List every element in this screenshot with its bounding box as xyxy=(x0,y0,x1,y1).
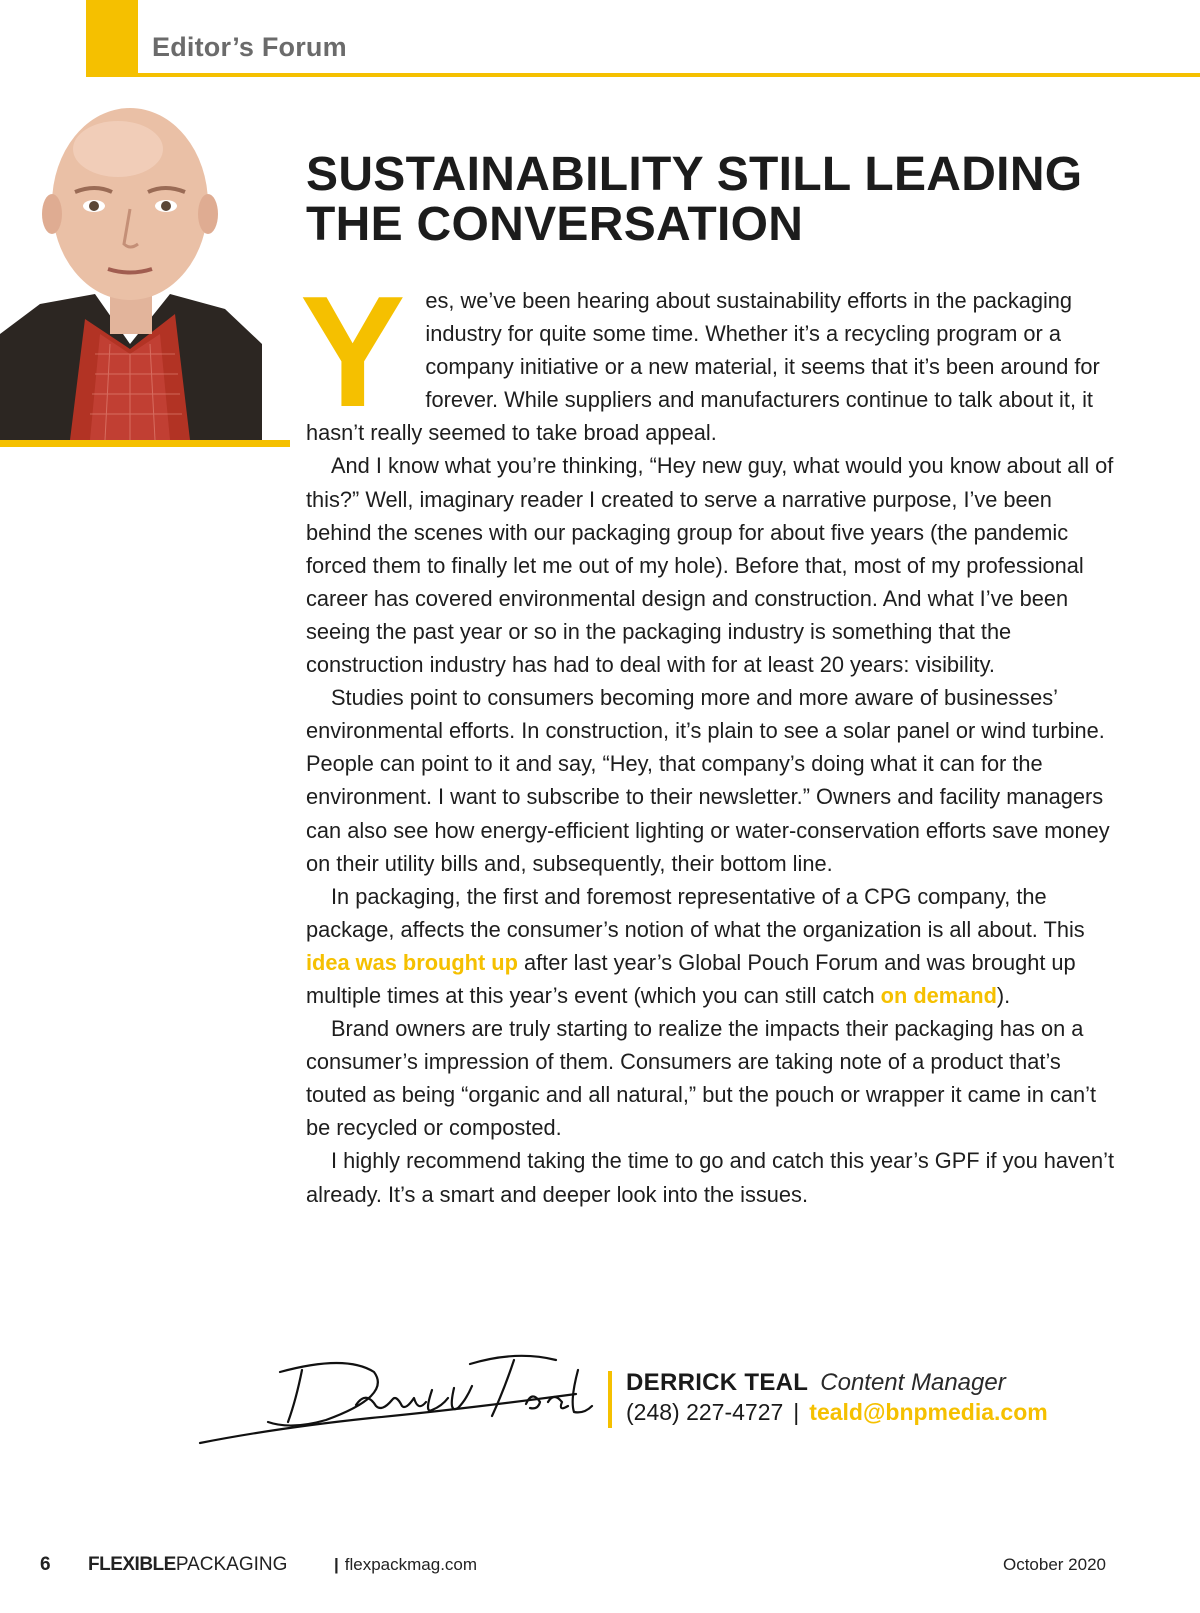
paragraph-text: es, we’ve been hearing about sustainability efforts in the packaging industry for quite some time. Whether it’s a recycling program or a company initiative or a new material, it seems that it’s been around for forever. While suppliers and manufacturers continue to talk about it, it hasn’t really seemed to take broad appeal. xyxy=(306,288,1100,446)
author-email-link[interactable]: teald@bnpmedia.com xyxy=(809,1399,1048,1425)
article-headline xyxy=(306,150,1166,250)
handwritten-signature xyxy=(196,1350,596,1450)
author-portrait-icon xyxy=(0,104,262,440)
article-paragraph: Studies point to consumers becoming more and more aware of businesses’ environmental efforts. In construction, it’s plain to see a solar panel or wind turbine. People can point to it and say, “Hey, that company’s doing what it can for the environment. I want to subscribe to their newsletter.” Owners and facility managers can also see how energy-efficient lighting or water-conservation efforts save money on their utility bills and, subsequently, their bottom line. xyxy=(306,685,1110,876)
author-portrait xyxy=(0,104,262,440)
signature-icon xyxy=(196,1350,596,1450)
paragraph-text: after last year’s Global Pouch Forum and was brought up multiple times at this year’s event (which you can still catch xyxy=(306,949,1076,1008)
author-name-line xyxy=(626,1369,1006,1397)
article-paragraph: I highly recommend taking the time to go and catch this year’s GPF if you haven’t already. It’s a smart and deeper look into the issues. xyxy=(306,1148,1115,1207)
article-paragraph xyxy=(300,264,1116,449)
signature-accent-bar xyxy=(608,1371,612,1428)
footer-pipe: | xyxy=(334,1555,339,1574)
issue-date: October 2020 xyxy=(1002,1555,1106,1574)
paragraph-text: ). xyxy=(996,982,1011,1008)
article-paragraph xyxy=(306,880,1116,1012)
idea-link[interactable]: idea was brought up xyxy=(306,949,518,975)
section-label: Editor’s Forum xyxy=(152,32,347,62)
magazine-logo xyxy=(88,1554,287,1576)
section-rule xyxy=(86,73,1200,77)
headline-line-1: SUSTAINABILITY STILL LEADING xyxy=(306,148,1083,201)
headline-line-2: THE CONVERSATION xyxy=(306,198,804,251)
author-name: DERRICK TEAL xyxy=(626,1369,809,1396)
website-link[interactable]: flexpackmag.com xyxy=(344,1555,478,1574)
section-accent-bar xyxy=(86,0,138,76)
author-role: Content Manager xyxy=(820,1369,1006,1396)
article-paragraph: And I know what you’re thinking, “Hey new guy, what would you know about all of this?” Well, imaginary reader I created to serve a narrative purpose, I’ve been behind the scenes with our packaging group for about five years (the pandemic forced them to finally let me out of my hole). Before that, most of my professional career has covered environmental design and construction. And what I’ve been seeing the past year or so in the packaging industry is something that the construction industry has had to deal with for at least 20 years: visibility. xyxy=(306,453,1114,678)
website xyxy=(334,1555,477,1575)
logo-bold-word: FLEXIBLE xyxy=(88,1554,176,1575)
page-number: 6 xyxy=(40,1554,51,1575)
logo-light-word: PACKAGING xyxy=(175,1554,288,1575)
author-phone: (248) 227-4727 xyxy=(626,1399,784,1425)
article-body xyxy=(300,264,1116,1211)
on-demand-link[interactable]: on demand xyxy=(880,982,997,1008)
paragraph-text: In packaging, the first and foremost representative of a CPG company, the package, affects the consumer’s notion of what the organization is all about. This xyxy=(306,883,1085,942)
drop-cap: Y xyxy=(300,264,406,440)
contact-separator: | xyxy=(793,1399,800,1425)
author-contact-line xyxy=(626,1399,1048,1426)
portrait-accent-rule xyxy=(0,440,290,447)
article-paragraph: Brand owners are truly starting to realize the impacts their packaging has on a consumer’s impression of them. Consumers are taking note of a product that’s touted as being “organic and all natural,” but the pouch or wrapper it came in can’t be recycled or composted. xyxy=(306,1016,1096,1141)
